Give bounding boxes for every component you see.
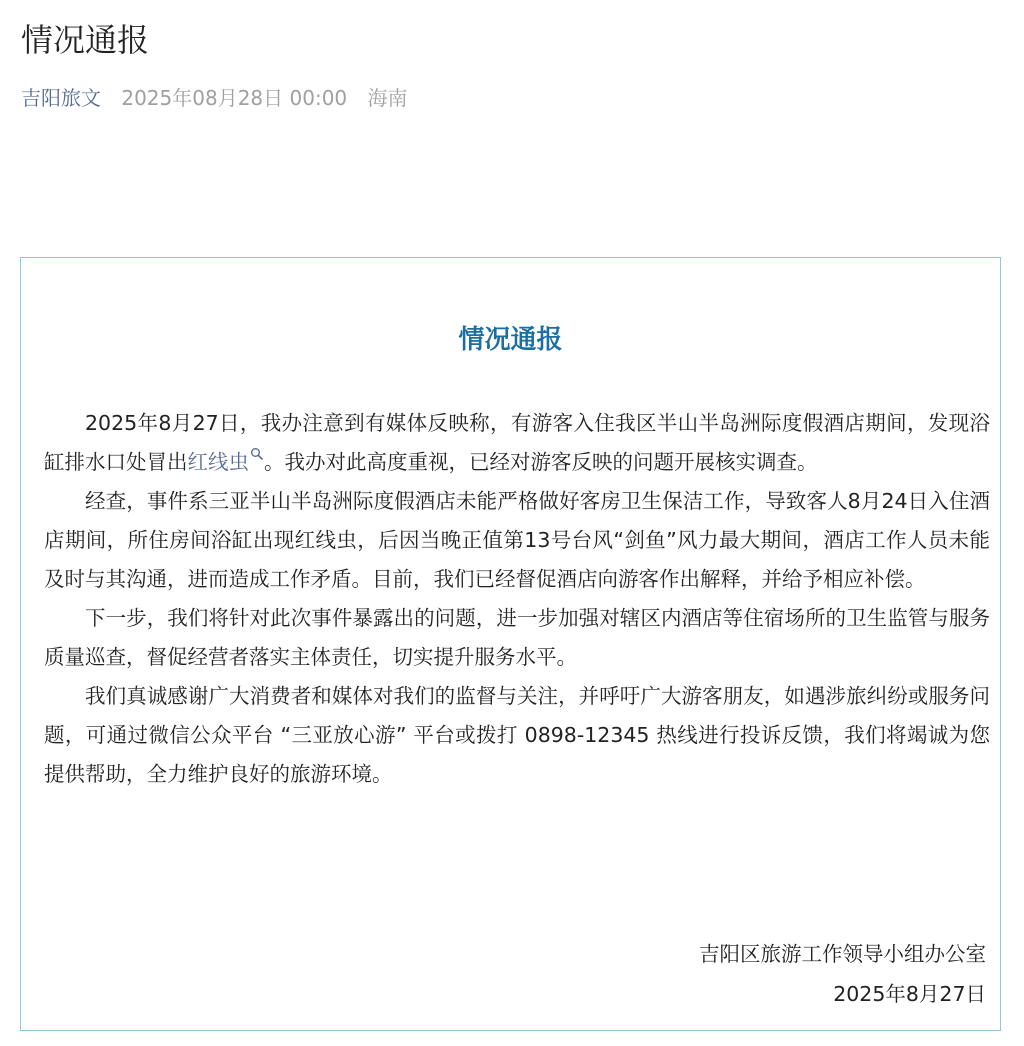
keyword-link-text: 红线虫 (187, 450, 249, 474)
notice-box (20, 257, 1001, 1031)
paragraph-1-text-after: 。我办对此高度重视，已经对游客反映的问题开展核实调查。 (264, 450, 818, 474)
signature (699, 934, 986, 1014)
paragraph-3: 下一步，我们将针对此次事件暴露出的问题，进一步加强对辖区内酒店等住宿场所的卫生监管与服务质量巡查，督促经营者落实主体责任，切实提升服务水平。 (44, 606, 990, 669)
signature-org: 吉阳区旅游工作领导小组办公室 (699, 942, 986, 966)
article-meta (21, 84, 408, 112)
paragraph-1-text-before: 2025年8月27日，我办注意到有媒体反映称，有游客入住我区半山半岛洲际度假酒店期间，发现浴缸排水口处冒出 (44, 411, 990, 474)
account-name-link[interactable]: 吉阳旅文 (21, 86, 101, 110)
notice-body (44, 404, 990, 794)
search-icon (250, 447, 264, 461)
paragraph-1 (44, 404, 990, 482)
paragraph-2: 经查，事件系三亚半山半岛洲际度假酒店未能严格做好客房卫生保洁工作，导致客人8月24日入住酒店期间，所住房间浴缸出现红线虫，后因当晚正值第13号台风“剑鱼”风力最大期间，酒店工作人员未能及时与其沟通，进而造成工作矛盾。目前，我们已经督促酒店向游客作出解释，并给予相应补偿。 (44, 489, 990, 591)
article-title: 情况通报 (21, 21, 150, 59)
publish-location: 海南 (367, 86, 408, 110)
publish-date: 2025年08月28日 00:00 (121, 86, 348, 110)
notice-heading: 情况通报 (458, 325, 563, 355)
signature-date: 2025年8月27日 (833, 982, 986, 1006)
paragraph-4: 我们真诚感谢广大消费者和媒体对我们的监督与关注，并呼吁广大游客朋友，如遇涉旅纠纷或服务问题，可通过微信公众平台 “三亚放心游” 平台或拨打 0898-12345 热线进行投诉反馈，我们将竭诚为您提供帮助，全力维护良好的旅游环境。 (44, 684, 990, 786)
keyword-search-link[interactable] (188, 450, 265, 474)
